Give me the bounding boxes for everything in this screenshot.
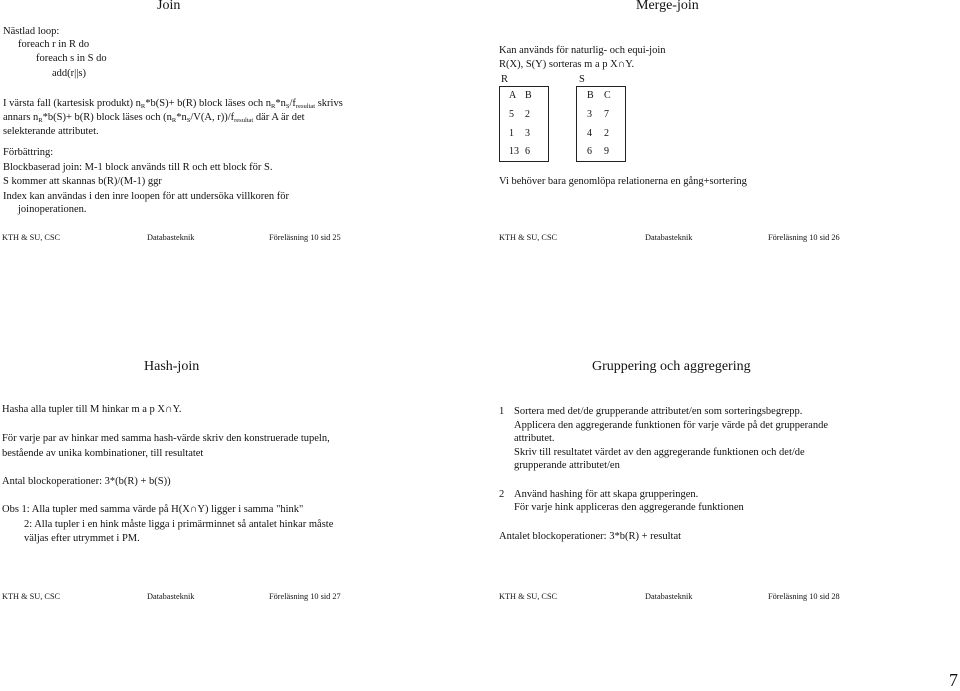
relation-label-r: R <box>501 74 509 85</box>
text-line: S kommer att skannas b(R)/(M-1) ggr <box>3 176 162 187</box>
footer-right: Föreläsning 10 sid 26 <box>768 233 840 242</box>
obs-line: 2: Alla tupler i en hink måste ligga i primärminnet så antalet hinkar måste <box>24 519 334 530</box>
list-item-line: Skriv till resultatet värdet av den aggregerande funktionen och det/de <box>514 447 805 458</box>
footer-center: Databasteknik <box>645 592 693 601</box>
table-cell: 6 <box>525 146 530 157</box>
table-cell: 6 <box>587 146 592 157</box>
list-item-line: För varje hink appliceras den aggregerande funktionen <box>514 502 744 513</box>
table-header: B <box>587 90 594 101</box>
text-line: bestående av unika kombinationer, till resultatet <box>2 448 204 459</box>
table-cell: 5 <box>509 109 514 120</box>
worst-case-line-2: annars nR*b(S)+ b(R) block läses och (nR*nS/V(A, r))/fresultat där A är det <box>3 112 305 124</box>
relation-label-s: S <box>579 74 585 85</box>
slide-title: Hash-join <box>144 359 200 374</box>
table-cell: 1 <box>509 128 514 139</box>
list-item-line: Använd hashing för att skapa grupperingen. <box>514 489 699 500</box>
list-item-line: attributet. <box>514 433 555 444</box>
list-number: 1 <box>499 406 505 417</box>
slide-title: Merge-join <box>636 0 699 13</box>
table-cell: 3 <box>587 109 592 120</box>
text-line: R(X), S(Y) sorteras m a p X∩Y. <box>499 59 635 70</box>
code-line: foreach r in R do <box>18 39 90 50</box>
improvement-heading: Förbättring: <box>3 147 54 158</box>
footer-left: KTH & SU, CSC <box>499 233 558 242</box>
block-count: Antal blockoperationer: 3*(b(R) + b(S)) <box>2 476 171 487</box>
worst-case-line-3: selekterande attributet. <box>3 126 99 137</box>
table-cell: 2 <box>604 128 609 139</box>
footer-center: Databasteknik <box>147 233 195 242</box>
table-cell: 9 <box>604 146 609 157</box>
block-count: Antalet blockoperationer: 3*b(R) + resultat <box>499 531 682 542</box>
footer-right: Föreläsning 10 sid 27 <box>269 592 341 601</box>
footer-left: KTH & SU, CSC <box>2 233 61 242</box>
footer-left: KTH & SU, CSC <box>499 592 558 601</box>
table-header: C <box>604 90 611 101</box>
obs-line: väljas efter utrymmet i PM. <box>24 533 140 544</box>
list-item-line: grupperande attributet/en <box>514 460 620 471</box>
footer-center: Databasteknik <box>147 592 195 601</box>
table-cell: 3 <box>525 128 530 139</box>
table-cell: 4 <box>587 128 592 139</box>
code-line: foreach s in S do <box>36 53 107 64</box>
list-item-line: Applicera den aggregerande funktionen för varje värde på det grupperande <box>514 420 828 431</box>
table-header: B <box>525 90 532 101</box>
footer-right: Föreläsning 10 sid 28 <box>768 592 840 601</box>
text-line: Hasha alla tupler till M hinkar m a p X∩Y. <box>2 404 182 415</box>
slide-title: Gruppering och aggregering <box>592 359 751 374</box>
table-cell: 2 <box>525 109 530 120</box>
text-line: Kan används för naturlig- och equi-join <box>499 45 666 56</box>
nested-loop-heading: Nästlad loop: <box>3 26 60 37</box>
text-line: Vi behöver bara genomlöpa relationerna en gång+sortering <box>499 176 747 187</box>
obs-line: Obs 1: Alla tupler med samma värde på H(X∩Y) ligger i samma "hink" <box>2 504 304 515</box>
code-line: add(r||s) <box>52 68 86 79</box>
slide-title: Join <box>157 0 181 13</box>
table-r <box>499 86 549 162</box>
footer-left: KTH & SU, CSC <box>2 592 61 601</box>
footer-right: Föreläsning 10 sid 25 <box>269 233 341 242</box>
list-item-line: Sortera med det/de grupperande attributet/en som sorteringsbegrepp. <box>514 406 803 417</box>
worst-case-line-1: I värsta fall (kartesisk produkt) nR*b(S)+ b(R) block läses och nR*nS/fresultat skrivs <box>3 98 343 110</box>
text-line: Blockbaserad join: M-1 block används till R och ett block för S. <box>3 162 273 173</box>
table-header: A <box>509 90 517 101</box>
footer-center: Databasteknik <box>645 233 693 242</box>
table-s <box>576 86 626 162</box>
page-number: 7 <box>949 670 958 690</box>
text-line: Index kan användas i den inre loopen för att undersöka villkoren för <box>3 191 290 202</box>
list-number: 2 <box>499 489 505 500</box>
text-line: För varje par av hinkar med samma hash-värde skriv den konstruerade tupeln, <box>2 433 330 444</box>
table-cell: 13 <box>509 146 519 157</box>
table-cell: 7 <box>604 109 609 120</box>
text-line: joinoperationen. <box>18 204 87 215</box>
